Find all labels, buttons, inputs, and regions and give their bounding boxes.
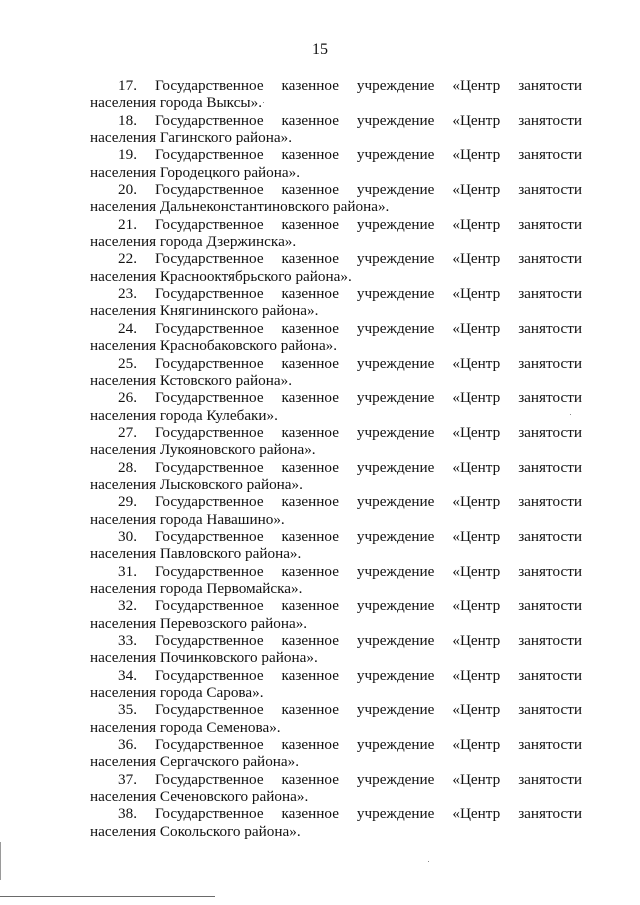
- word: учреждение: [356, 111, 435, 129]
- word: учреждение: [356, 77, 435, 94]
- item-number: 23.: [118, 285, 137, 303]
- word: Государственное: [154, 354, 264, 372]
- item-tail: населения города Дзержинска».: [90, 233, 297, 251]
- item-tail: населения Княгининского района».: [90, 302, 319, 320]
- item-tail: населения города Первомайска».: [90, 579, 303, 597]
- list-item: [90, 493, 582, 528]
- word: казенное: [281, 632, 339, 649]
- word: учреждение: [356, 354, 435, 372]
- word: Государственное: [154, 146, 264, 164]
- item-number: 28.: [118, 458, 137, 476]
- item-tail: населения Сеченовского района».: [90, 788, 309, 806]
- word: казенное: [281, 527, 339, 545]
- word: Государственное: [154, 666, 264, 684]
- institution-list: [90, 77, 582, 840]
- word: учреждение: [356, 423, 435, 441]
- list-item: [90, 632, 582, 667]
- word: занятости: [518, 736, 582, 754]
- scan-speck: [570, 414, 571, 415]
- word: учреждение: [356, 146, 435, 164]
- word: Государственное: [154, 632, 264, 649]
- item-tail: населения города Навашино».: [90, 510, 285, 528]
- scan-edge-artifact: [0, 842, 1, 880]
- item-tail: населения города Кулебаки».: [90, 406, 278, 424]
- item-number: 18.: [118, 111, 137, 129]
- list-item: [90, 389, 582, 424]
- word: Государственное: [154, 527, 264, 545]
- word: «Центр: [452, 389, 501, 407]
- word: казенное: [281, 354, 339, 372]
- item-number: 32.: [118, 597, 137, 615]
- item-tail: населения города Выксы».: [90, 94, 263, 112]
- word: учреждение: [356, 319, 435, 337]
- word: учреждение: [356, 389, 435, 407]
- word: учреждение: [356, 458, 435, 476]
- list-item: [90, 285, 582, 320]
- word: занятости: [518, 319, 582, 337]
- word: занятости: [518, 354, 582, 372]
- list-item: [90, 736, 582, 771]
- word: Государственное: [154, 805, 264, 823]
- word: учреждение: [356, 250, 435, 268]
- item-number: 35.: [118, 701, 137, 719]
- word: занятости: [518, 146, 582, 164]
- word: казенное: [281, 597, 339, 615]
- word: занятости: [518, 527, 582, 545]
- word: учреждение: [356, 562, 435, 580]
- word: «Центр: [452, 701, 501, 719]
- item-number: 26.: [118, 389, 137, 407]
- list-item: [90, 112, 582, 147]
- word: Государственное: [154, 389, 264, 407]
- word: учреждение: [356, 805, 435, 823]
- word: Государственное: [154, 562, 264, 580]
- word: занятости: [518, 389, 582, 407]
- word: казенное: [281, 181, 339, 199]
- word: учреждение: [356, 736, 435, 754]
- word: занятости: [518, 77, 582, 94]
- word: казенное: [281, 701, 339, 719]
- word: «Центр: [452, 146, 501, 164]
- word: занятости: [518, 770, 582, 788]
- list-item: [90, 459, 582, 494]
- scan-bottom-artifact: [0, 896, 215, 897]
- word: занятости: [518, 250, 582, 268]
- word: Государственное: [154, 597, 264, 615]
- item-tail: населения Сокольского района».: [90, 822, 301, 840]
- item-tail: населения Павловского района».: [90, 545, 302, 563]
- scan-speck: [263, 102, 264, 103]
- list-item: [90, 250, 582, 285]
- word: Государственное: [154, 736, 264, 754]
- item-number: 33.: [118, 632, 137, 649]
- item-number: 24.: [118, 319, 137, 337]
- word: учреждение: [356, 527, 435, 545]
- word: занятости: [518, 562, 582, 580]
- item-tail: населения Краснооктябрьского района».: [90, 267, 352, 285]
- word: казенное: [281, 562, 339, 580]
- word: «Центр: [452, 354, 501, 372]
- word: занятости: [518, 181, 582, 199]
- item-number: 29.: [118, 493, 137, 511]
- word: «Центр: [452, 423, 501, 441]
- item-tail: населения Городецкого района».: [90, 163, 301, 181]
- item-tail: населения Гагинского района».: [90, 129, 293, 147]
- list-item: [90, 355, 582, 390]
- item-number: 34.: [118, 666, 137, 684]
- item-number: 19.: [118, 146, 137, 164]
- word: учреждение: [356, 215, 435, 233]
- word: «Центр: [452, 215, 501, 233]
- word: «Центр: [452, 319, 501, 337]
- word: Государственное: [154, 423, 264, 441]
- scan-speck: [428, 861, 429, 862]
- item-number: 30.: [118, 527, 137, 545]
- list-item: [90, 701, 582, 736]
- word: казенное: [281, 77, 339, 94]
- word: казенное: [281, 736, 339, 754]
- word: учреждение: [356, 597, 435, 615]
- list-item: [90, 216, 582, 251]
- word: казенное: [281, 319, 339, 337]
- item-number: 37.: [118, 770, 137, 788]
- word: «Центр: [452, 770, 501, 788]
- item-tail: населения Лукояновского района».: [90, 441, 316, 459]
- item-number: 27.: [118, 423, 137, 441]
- word: «Центр: [452, 805, 501, 823]
- word: казенное: [281, 423, 339, 441]
- word: казенное: [281, 250, 339, 268]
- word: занятости: [518, 458, 582, 476]
- word: занятости: [518, 423, 582, 441]
- item-tail: населения Починковского района».: [90, 649, 318, 667]
- word: занятости: [518, 666, 582, 684]
- page-number: 15: [312, 41, 328, 58]
- word: казенное: [281, 111, 339, 129]
- item-number: 38.: [118, 805, 137, 823]
- item-number: 25.: [118, 354, 137, 372]
- list-item: [90, 77, 582, 112]
- word: казенное: [281, 805, 339, 823]
- word: учреждение: [356, 701, 435, 719]
- word: занятости: [518, 632, 582, 649]
- word: Государственное: [154, 181, 264, 199]
- word: «Центр: [452, 285, 501, 303]
- word: казенное: [281, 389, 339, 407]
- word: «Центр: [452, 632, 501, 649]
- item-tail: населения Лысковского района».: [90, 475, 303, 493]
- word: «Центр: [452, 250, 501, 268]
- item-tail: населения города Семенова».: [90, 718, 281, 736]
- word: учреждение: [356, 632, 435, 649]
- item-number: 31.: [118, 562, 137, 580]
- word: «Центр: [452, 527, 501, 545]
- word: казенное: [281, 666, 339, 684]
- list-item: [90, 528, 582, 563]
- word: Государственное: [154, 701, 264, 719]
- word: занятости: [518, 805, 582, 823]
- word: «Центр: [452, 597, 501, 615]
- list-item: [90, 771, 582, 806]
- item-tail: населения Сергачского района».: [90, 753, 300, 771]
- word: занятости: [518, 111, 582, 129]
- word: Государственное: [154, 458, 264, 476]
- word: Государственное: [154, 250, 264, 268]
- item-number: 17.: [118, 77, 137, 94]
- word: Государственное: [154, 493, 264, 511]
- word: «Центр: [452, 181, 501, 199]
- list-item: [90, 563, 582, 598]
- word: «Центр: [452, 493, 501, 511]
- item-tail: населения города Сарова».: [90, 684, 264, 702]
- word: Государственное: [154, 77, 264, 94]
- word: Государственное: [154, 285, 264, 303]
- word: учреждение: [356, 666, 435, 684]
- list-item: [90, 597, 582, 632]
- word: занятости: [518, 493, 582, 511]
- word: Государственное: [154, 770, 264, 788]
- word: учреждение: [356, 285, 435, 303]
- item-number: 22.: [118, 250, 137, 268]
- list-item: [90, 805, 582, 840]
- word: «Центр: [452, 77, 501, 94]
- item-tail: населения Кстовского района».: [90, 371, 292, 389]
- list-item: [90, 181, 582, 216]
- word: казенное: [281, 770, 339, 788]
- word: Государственное: [154, 111, 264, 129]
- item-tail: населения Дальнеконстантиновского района».: [90, 198, 390, 216]
- word: Государственное: [154, 215, 264, 233]
- word: учреждение: [356, 181, 435, 199]
- item-number: 20.: [118, 181, 137, 199]
- word: занятости: [518, 701, 582, 719]
- word: учреждение: [356, 770, 435, 788]
- word: «Центр: [452, 111, 501, 129]
- word: казенное: [281, 146, 339, 164]
- word: казенное: [281, 458, 339, 476]
- word: казенное: [281, 493, 339, 511]
- item-number: 36.: [118, 736, 137, 754]
- word: «Центр: [452, 736, 501, 754]
- word: «Центр: [452, 562, 501, 580]
- word: «Центр: [452, 666, 501, 684]
- word: занятости: [518, 215, 582, 233]
- word: учреждение: [356, 493, 435, 511]
- word: «Центр: [452, 458, 501, 476]
- item-number: 21.: [118, 215, 137, 233]
- item-tail: населения Перевозского района».: [90, 614, 308, 632]
- list-item: [90, 320, 582, 355]
- word: занятости: [518, 285, 582, 303]
- list-item: [90, 424, 582, 459]
- item-tail: населения Краснобаковского района».: [90, 337, 338, 355]
- list-item: [90, 146, 582, 181]
- word: Государственное: [154, 319, 264, 337]
- word: занятости: [518, 597, 582, 615]
- word: казенное: [281, 215, 339, 233]
- list-item: [90, 667, 582, 702]
- word: казенное: [281, 285, 339, 303]
